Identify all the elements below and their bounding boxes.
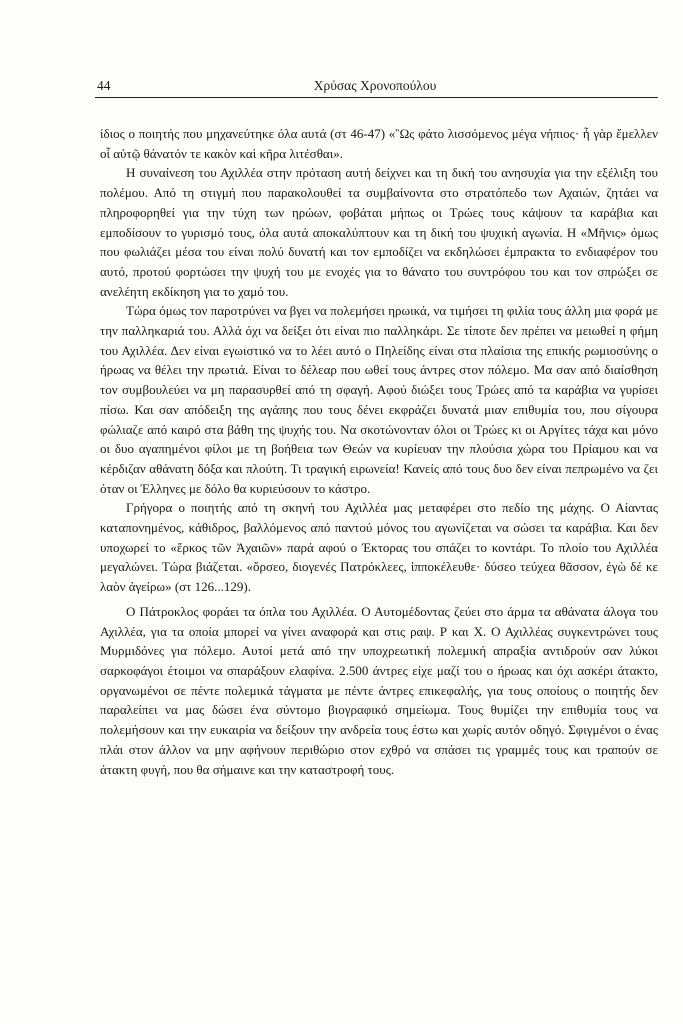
paragraph: Τώρα όμως τον παροτρύνει να βγει να πολεμήσει ηρωικά, να τιμήσει τη φιλία τους άλλη μια φορά με την παλληκαριά του. Αλλά όχι να δείξει ότι είναι πιο παλληκάρι. Σε τίποτε δεν πρέπει να μειωθεί η φήμη του Αχιλλέα. Δεν είναι εγωιστικό να το λέει αυτό ο Πηλείδης είναι στα πλαίσια της επικής ρωμιοσύνης ο ήρωας να θέλει την πρωτιά. Είναι το δέλεαρ που ωθεί τους άντρες στον πόλεμο. Μα σαν από διαίσθηση τον συμβουλεύει να μη παρασυρθεί από τη σφαγή. Αφού διώξει τους Τρώες από τα καράβια να γυρίσει πίσω. Και σαν απόδειξη της αγάπης που τους δένει εκφράζει δυνατά μιαν επιθυμία του, που σίγουρα φώλιαζε από καιρό στα βάθη της ψυχής του. Να σκοτώνονταν όλοι οι Τρώες κι οι Αργίτες τάχα και μόνο οι δυο αγαπημένοι φίλοι με τη βοήθεια των Θεών να κυρίευαν την πλούσια χώρα του Πρίαμου και να κέρδιζαν αθάνατη δόξα και πλούτη. Τι τραγική ειρωνεία! Κανείς από τους δυο δεν είναι πεπρωμένο να ζει όταν οι Έλληνες με δόλο θα κυριεύσουν το κάστρο.: [100, 303, 658, 496]
body-text: [100, 124, 658, 779]
paragraph: Ο Πάτροκλος φοράει τα όπλα του Αχιλλέα. Ο Αυτομέδοντας ζεύει στο άρμα τα αθάνατα άλογα του Αχιλλέα, για τα οποία μπορεί να γίνει αναφορά και στις ραψ. Ρ και Χ. Ο Αχιλλέας συγκεντρώνει τους Μυρμιδόνες για πόλεμο. Αυτοί μετά από την υποχρεωτική πολεμική απραξία αντιδρούν σαν λύκοι σαρκοφάγοι έτοιμοι να σπαράξουν ελαφίνα. 2.500 άντρες είχε μαζί του ο ήρωας και όχι ασκέρι άτακτο, οργανωμένοι σε πέντε πολεμικά τάγματα με πέντε άντρες επικεφαλής, για τους οποίους ο ποιητής δεν παραλείπει να μας δώσει ένα σύντομο βιογραφικό σημείωμα. Τους θυμίζει την επιθυμία τους να πολεμήσουν και την ευκαιρία να δείξουν την ανδρεία τους έστω και χωρίς αυτόν οδηγό. Σφιγμένοι ο ένας πλάι στον άλλον να μην αφήνουν περιθώριο στον εχθρό να σπάσει τις γραμμές τους και τραπούν σε άτακτη φυγή, που θα σήμαινε και την καταστροφή τους.: [100, 603, 658, 777]
page-header: [95, 78, 655, 96]
paragraph: Η συναίνεση του Αχιλλέα στην πρόταση αυτή δείχνει και τη δική του ανησυχία για την εξέλιξη του πολέμου. Από τη στιγμή που παρακολουθεί τα συμβαίνοντα στο στρατόπεδο των Αχαιών, ζητάει να πληροφορηθεί για την τύχη των ηρώων, φοβάται μήπως οι Τρώες τους κάψουν τα καράβια και εμποδίσουν το γυρισμό τους, όλα αυτά αποκαλύπτουν και τη δική του ψυχική αγωνία. Η «Μῆνις» όμως που φωλιάζει μέσα του είναι πολύ δυνατή και τον εμποδίζει να εκδηλώσει έμπρακτα το ενδιαφέρον του αυτό, προτού φορτώσει την ψυχή του με ενοχές για το θάνατο του συντρόφου του και τον σπρώξει σε ανελέητη εκδίκηση για το χαμό του.: [100, 165, 658, 299]
header-rule: [95, 97, 658, 98]
paragraph: ίδιος ο ποιητής που μηχανεύτηκε όλα αυτά (στ 46-47) «῝Ως φάτο λισσόμενος μέγα νήπιος· ἦ γὰρ ἔμελλεν οἷ αὐτῷ θάνατόν τε κακὸν καὶ κῆρα λιτέσθαι».: [100, 126, 658, 161]
paragraph: Γρήγορα ο ποιητής από τη σκηνή του Αχιλλέα μας μεταφέρει στο πεδίο της μάχης. Ο Αίαντας καταπονημένος, κάθιδρος, βαλλόμενος από παντού μόνος του αγωνίζεται να σώσει τα καράβια. Και δεν υποχωρεί το «ἕρκος τῶν Ἀχαιῶν» παρά αφού ο Έκτορας του σπάζει το κοντάρι. Το πλοίο του Αχιλλέα μεγαλώνει. Τώρα βιάζεται. «ὄρσεο, διογενές Πατρόκλεες, ἱπποκέλευθε· δύσεο τεύχεα θᾶσσον, ἐγὼ δέ κε λαὸν ἀγείρω» (στ 126...129).: [100, 500, 658, 595]
running-title: Χρύσας Χρονοπούλου: [313, 78, 437, 93]
page-number: 44: [97, 78, 111, 93]
